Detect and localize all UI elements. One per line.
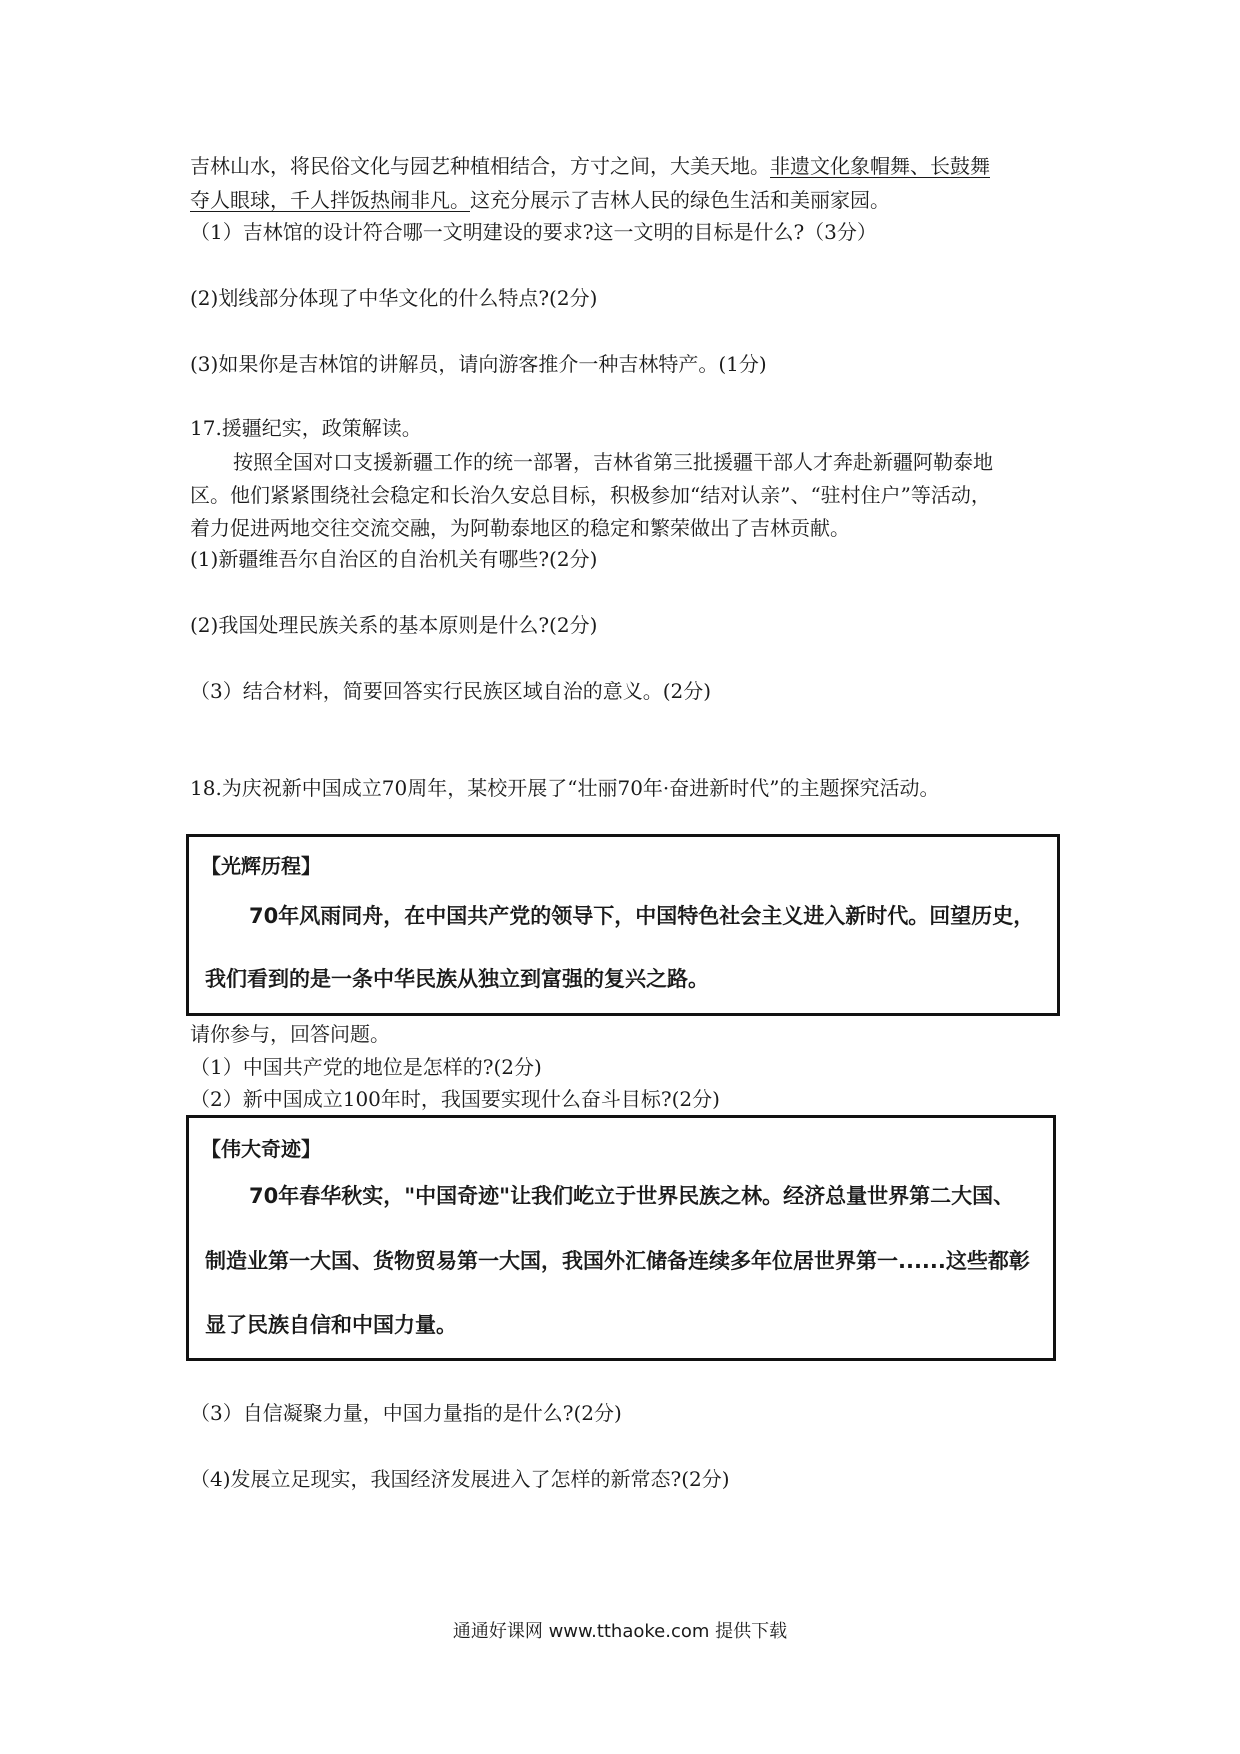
q18-question-1: （1）中国共产党的地位是怎样的?(2分) <box>190 1055 542 1079</box>
q18-box-2-line-1: 70年春华秋实，"中国奇迹"让我们屹立于世界民族之林。经济总量世界第二大国、 <box>249 1184 1015 1208</box>
q18-question-2: （2）新中国成立100年时，我国要实现什么奋斗目标?(2分) <box>190 1087 720 1111</box>
q18-box-1-line-2: 我们看到的是一条中华民族从独立到富强的复兴之路。 <box>205 967 709 991</box>
q18-box-1-title: 【光辉历程】 <box>201 854 321 878</box>
q18-box-2-line-3: 显了民族自信和中国力量。 <box>205 1313 457 1337</box>
q17-material-line-3: 着力促进两地交往交流交融，为阿勒泰地区的稳定和繁荣做出了吉林贡献。 <box>190 516 850 540</box>
q18-material-box-2 <box>186 1115 1056 1361</box>
q16-question-1: （1）吉林馆的设计符合哪一文明建设的要求?这一文明的目标是什么?（3分） <box>190 220 877 244</box>
q18-material-box-1 <box>186 834 1060 1016</box>
q18-prompt: 请你参与，回答问题。 <box>190 1022 390 1046</box>
q16-material-underlined-2: 夺人眼球，千人拌饭热闹非凡。 <box>190 188 470 212</box>
q16-question-3: (3)如果你是吉林馆的讲解员，请向游客推介一种吉林特产。(1分) <box>190 352 767 376</box>
page-footer: 通通好课网 www.tthaoke.com 提供下载 <box>452 1621 788 1642</box>
q18-box-2-line-2: 制造业第一大国、货物贸易第一大国，我国外汇储备连续多年位居世界第一......这些都彰 <box>205 1249 1030 1273</box>
q17-material-line-2: 区。他们紧紧围绕社会稳定和长治久安总目标，积极参加“结对认亲”、“驻村住户”等活动， <box>190 483 991 507</box>
q18-title: 18.为庆祝新中国成立70周年，某校开展了“壮丽70年·奋进新时代”的主题探究活动。 <box>190 776 940 800</box>
q17-material-line-1: 按照全国对口支援新疆工作的统一部署，吉林省第三批援疆干部人才奔赴新疆阿勒泰地 <box>233 450 993 474</box>
q17-question-1: (1)新疆维吾尔自治区的自治机关有哪些?(2分) <box>190 547 598 571</box>
q17-title: 17.援疆纪实，政策解读。 <box>190 416 422 440</box>
q16-question-2: (2)划线部分体现了中华文化的什么特点?(2分) <box>190 286 598 310</box>
q16-material-line-1 <box>190 152 990 180</box>
q18-box-1-line-1: 70年风雨同舟，在中国共产党的领导下，中国特色社会主义进入新时代。回望历史， <box>249 904 1035 928</box>
q16-material-underlined-1: 非遗文化象帽舞、长鼓舞 <box>770 154 990 178</box>
q18-box-2-title: 【伟大奇迹】 <box>201 1137 321 1161</box>
q17-question-3: （3）结合材料，简要回答实行民族区域自治的意义。(2分) <box>190 679 712 703</box>
q16-material-plain-1: 吉林山水，将民俗文化与园艺种植相结合，方寸之间，大美天地。 <box>190 154 770 178</box>
q16-material-plain-2: 这充分展示了吉林人民的绿色生活和美丽家园。 <box>470 188 890 212</box>
q18-question-3: （3）自信凝聚力量，中国力量指的是什么?(2分) <box>190 1401 622 1425</box>
q17-question-2: (2)我国处理民族关系的基本原则是什么?(2分) <box>190 613 598 637</box>
q18-question-4: （4)发展立足现实，我国经济发展进入了怎样的新常态?(2分) <box>190 1467 730 1491</box>
q16-material-line-2 <box>190 186 890 214</box>
